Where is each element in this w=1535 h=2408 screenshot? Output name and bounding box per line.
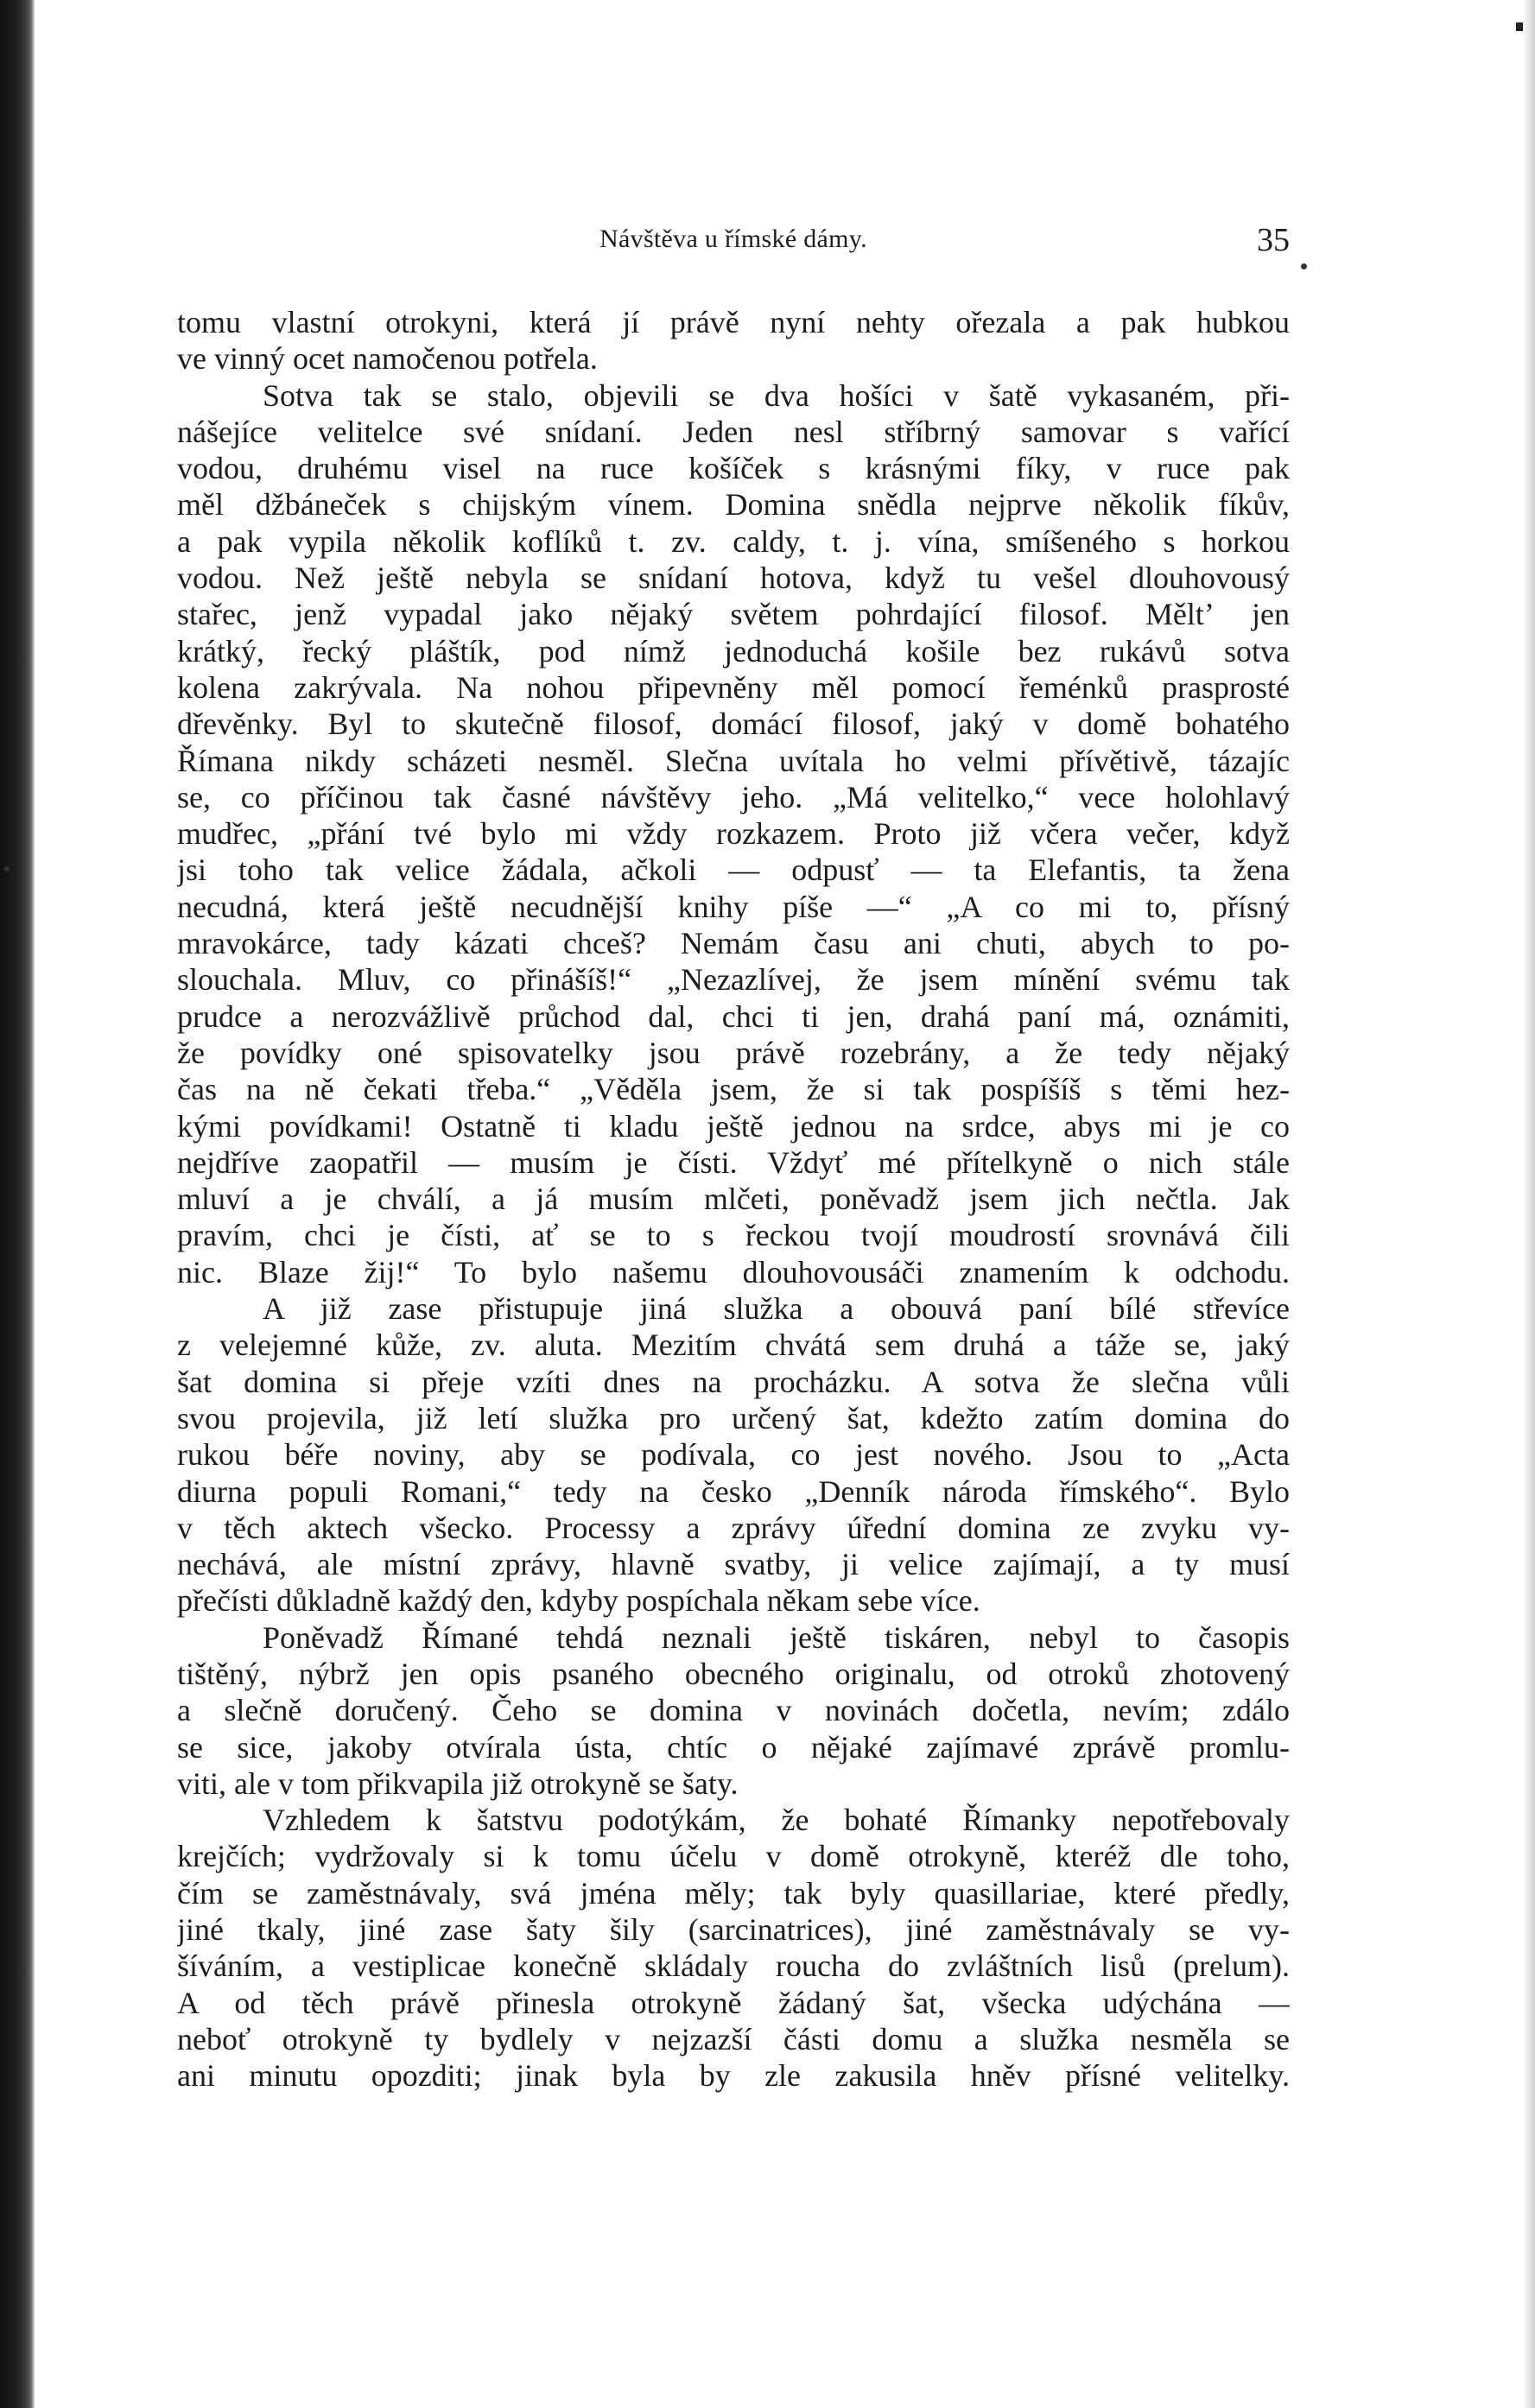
text-line: mluví a je chválí, a já musím mlčeti, poněvadž jsem jich nečtla. Jak (177, 1182, 1290, 1217)
text-line: kolena zakrývala. Na nohou připevněny měl pomocí řeménků prasprosté (177, 669, 1290, 705)
text-line: nic. Blaze žij!“ To bylo našemu dlouhovousáči znamením k odchodu. (177, 1254, 1290, 1290)
page-number: 35 (1257, 222, 1290, 258)
text-line: jiné tkaly, jiné zase šaty šily (sarcinatrices), jiné zaměstnávaly se vy- (177, 1912, 1290, 1948)
scan-border-left (0, 0, 35, 2408)
text-line: šíváním, a vestiplicae konečně skládaly roucha do zvláštních lisů (prelum). (177, 1949, 1290, 1984)
paragraph-first-line: Vzhledem k šatstvu podotýkám, že bohaté Římanky nepotřebovaly (263, 1803, 1290, 1838)
running-header (177, 221, 1290, 259)
text-line: neboť otrokyně ty bydlely v nejzazší části domu a služka nesměla se (177, 2021, 1290, 2056)
running-title: Návštěva u římské dámy. (599, 225, 867, 253)
text-line: dřevěnky. Byl to skutečně filosof, domácí filosof, jaký v domě bohatého (177, 707, 1290, 742)
text-line: prudce a nerozvážlivě průchod dal, chci ti jen, drahá paní má, oznámiti, (177, 998, 1290, 1034)
text-line: vodou. Než ještě nebyla se snídaní hotova, když tu vešel dlouhovousý (177, 561, 1290, 596)
text-line: a slečně doručený. Čeho se domina v novinách dočetla, nevím; zdálo (177, 1693, 1290, 1728)
text-line: se, co příčinou tak časné návštěvy jeho. „Má velitelko,“ vece holohlavý (177, 779, 1290, 814)
text-line: v těch aktech všecko. Processy a zprávy úřední domina ze zvyku vy- (177, 1510, 1290, 1545)
ink-speck (1301, 263, 1307, 269)
text-line: čím se zaměstnávaly, svá jména měly; tak byly quasillariae, které předly, (177, 1875, 1290, 1911)
scan-corner-mark (1516, 22, 1523, 31)
text-line: pravím, chci je čísti, ať se to s řeckou tvojí moudrostí srovnává čili (177, 1218, 1290, 1253)
text-line: viti, ale v tom přikvapila již otrokyně se šaty. (177, 1765, 739, 1801)
text-line: stařec, jenž vypadal jako nějaký světem pohrdající filosof. Měltʼ jen (177, 597, 1290, 632)
text-line: Římana nikdy scházeti nesměl. Slečna uvítala ho velmi přívětivě, tázajíc (177, 743, 1290, 778)
paragraph-first-line: Poněvadž Římané tehdá neznali ještě tiskáren, nebyl to časopis (263, 1619, 1290, 1655)
text-line: přečísti důkladně každý den, kdyby pospíchala někam sebe více. (177, 1583, 980, 1619)
ink-speck (4, 866, 10, 871)
text-line: slouchala. Mluv, co přinášíš!“ „Nezazlívej, že jsem mínění svému tak (177, 962, 1290, 998)
text-line: krátký, řecký pláštík, pod nímž jednoduchá košile bez rukávů sotva (177, 633, 1290, 669)
text-line: nechává, ale místní zprávy, hlavně svatby, ji velice zajímají, a ty musí (177, 1547, 1290, 1582)
text-line: vodou, druhému visel na ruce košíček s krásnými fíky, v ruce pak (177, 451, 1290, 486)
text-line: nášejíce velitelce své snídaní. Jeden nesl stříbrný samovar s vařící (177, 414, 1290, 449)
text-line: a pak vypila několik koflíků t. zv. caldy, t. j. vína, smíšeného s horkou (177, 523, 1290, 559)
text-line: tomu vlastní otrokyni, která jí právě nyní nehty ořezala a pak hubkou (177, 305, 1290, 339)
text-line: jsi toho tak velice žádala, ačkoli — odpusť — ta Elefantis, ta žena (177, 852, 1290, 888)
text-line: šat domina si přeje vzíti dnes na procházku. A sotva že slečna vůli (177, 1364, 1290, 1399)
text-line: nejdříve zaopatřil — musím je čísti. Vždyť mé přítelkyně o nich stále (177, 1144, 1290, 1180)
text-line: měl džbáneček s chijským vínem. Domina snědla nejprve několik fíkův, (177, 487, 1290, 523)
text-line: ani minutu opozditi; jinak byla by zle zakusila hněv přísné velitelky. (177, 2058, 1290, 2094)
text-line: diurna populi Romani,“ tedy na česko „Denník národa římského“. Bylo (177, 1473, 1290, 1509)
text-line: A od těch právě přinesla otrokyně žádaný šat, všecka udýchána — (177, 1985, 1290, 2020)
text-line: krejčích; vydržovaly si k tomu účelu v domě otrokyně, kteréž dle toho, (177, 1839, 1290, 1874)
text-line: že povídky oné spisovatelky jsou právě rozebrány, a že tedy nějaký (177, 1035, 1290, 1070)
text-line: mravokárce, tady kázati chceš? Nemám času ani chuti, abych to po- (177, 926, 1290, 961)
text-line: tištěný, nýbrž jen opis psaného obecného originalu, od otroků zhotovený (177, 1656, 1290, 1691)
text-line: svou projevila, již letí služka pro určený šat, kdežto zatím domina do (177, 1400, 1290, 1435)
text-line: z velejemné kůže, zv. aluta. Mezitím chvátá sem druhá a táže se, jaký (177, 1328, 1290, 1363)
text-line: ve vinný ocet namočenou potřela. (177, 341, 598, 377)
text-line: mudřec, „přání tvé bylo mi vždy rozkazem. Proto již včera večer, když (177, 816, 1290, 852)
text-line: kými povídkami! Ostatně ti kladu ještě jednou na srdce, abys mi je co (177, 1108, 1290, 1144)
text-line: rukou béře noviny, aby se podívala, co jest nového. Jsou to „Acta (177, 1437, 1290, 1473)
text-line: čas na ně čekati třeba.“ „Věděla jsem, že si tak pospíšíš s těmi hez- (177, 1072, 1290, 1107)
text-line: necudná, která ještě necudnější knihy píše —“ „A co mi to, přísný (177, 889, 1290, 924)
text-line: se sice, jakoby otvírala ústa, chtíc o nějaké zajímavé zprávě promlu- (177, 1729, 1290, 1765)
paragraph-first-line: Sotva tak se stalo, objevili se dva hošíci v šatě vykasaném, při- (263, 377, 1290, 413)
scan-border-right (1523, 0, 1535, 2408)
body-text (177, 304, 1290, 2161)
paragraph-first-line: A již zase přistupuje jiná služka a obouvá paní bílé střevíce (263, 1291, 1290, 1327)
